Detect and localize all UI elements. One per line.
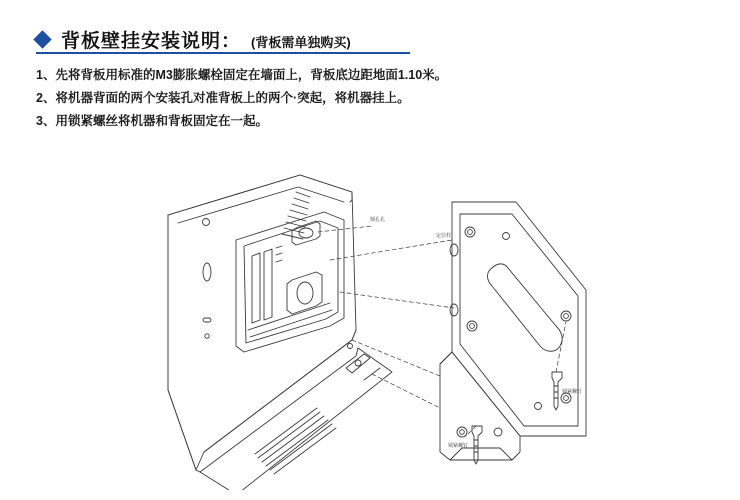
diamond-bullet-icon <box>33 30 51 48</box>
label-screw-hole: 锁孔孔 <box>370 217 386 223</box>
label-locking-screw-bottom: 锁紧螺钉 <box>448 443 469 449</box>
screw-bottom <box>472 426 482 464</box>
device-body <box>168 175 392 490</box>
screw-right <box>552 372 562 410</box>
page-title: 背板壁挂安装说明： <box>61 31 242 52</box>
leader-screw-hole <box>318 226 372 232</box>
page-subtitle: (背板需单独购买) <box>251 35 351 50</box>
title-underline <box>36 52 410 54</box>
leader-locating-post <box>330 240 452 260</box>
leader-screw-bottom <box>466 426 476 436</box>
wall-mount-diagram <box>0 140 740 490</box>
instruction-step-1: 1、先将背板用标准的M3膨胀螺栓固定在墙面上，背板底边距地面1.10米。 <box>36 68 448 82</box>
leader-align-low <box>352 340 440 376</box>
instruction-step-3: 3、用锁紧螺丝将机器和背板固定在一起。 <box>36 114 268 128</box>
leader-align-mid <box>340 292 454 308</box>
diagram-svg <box>0 140 740 490</box>
leader-align-bottom <box>372 374 440 408</box>
label-locking-screw-right: 锁紧螺钉 <box>562 389 583 395</box>
instruction-step-2: 2、将机器背面的两个安装孔对准背板上的两个·突起，将机器挂上。 <box>36 91 410 105</box>
instruction-list <box>36 64 696 133</box>
leader-screw-right <box>556 322 566 372</box>
label-locating-post: 定位柱 <box>436 233 452 239</box>
page-header <box>36 26 351 53</box>
